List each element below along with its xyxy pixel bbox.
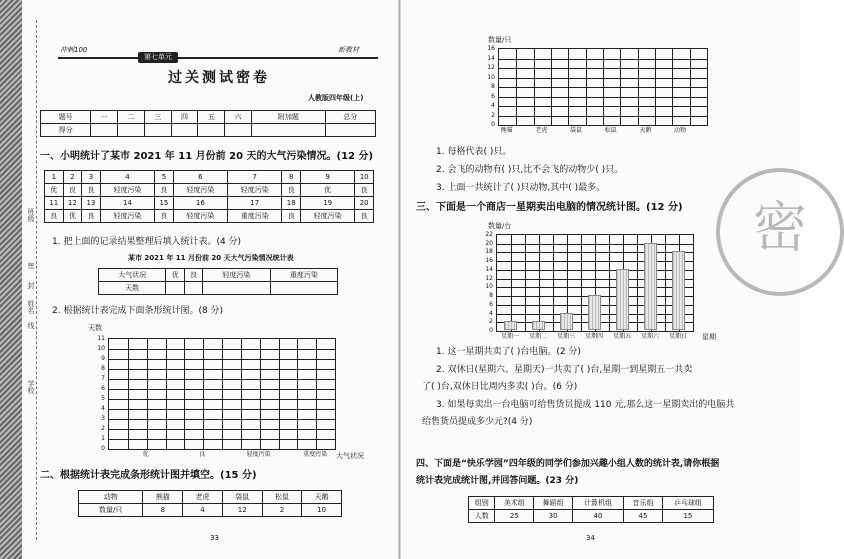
bar-星期一 [504, 321, 517, 330]
y-tick-label: 6 [491, 92, 495, 100]
record-status: 良 [63, 184, 82, 197]
record-status: 轻度污染 [228, 184, 282, 197]
record-day: 19 [301, 197, 355, 210]
summary-answer-cell[interactable] [166, 282, 185, 295]
record-status: 良 [155, 210, 174, 223]
grid-line [655, 49, 656, 125]
summary-head: 重度污染 [270, 269, 337, 282]
grid-line [166, 339, 167, 449]
record-day: 9 [301, 171, 355, 184]
record-status: 优 [63, 210, 82, 223]
group-count: 45 [624, 510, 663, 523]
y-tick-label: 16 [485, 257, 493, 265]
record-day: 1 [45, 171, 64, 184]
record-status: 良 [82, 210, 101, 223]
x-category-label: 轻度污染 [246, 451, 271, 458]
q4-heading-1: 四、下面是“快乐学园”四年级的同学们参加兴趣小组人数的统计表,请你根据 [416, 459, 720, 469]
grid-line [637, 235, 638, 331]
record-day: 16 [173, 197, 227, 210]
q1-sub2: 2. 根据统计表完成下面条形统计图。(8 分) [52, 306, 224, 316]
q3-question-3b: 给售货员提成多少元?(4 分) [422, 417, 533, 427]
record-day: 11 [45, 197, 64, 210]
pollution-record-table [44, 170, 374, 223]
left-page [38, 0, 394, 559]
y-tick-label: 1 [101, 435, 105, 442]
summary-head: 大气状况 [99, 269, 166, 282]
binding-label-feng: 封 [27, 282, 35, 289]
y-tick-label: 4 [489, 309, 493, 317]
animal-head: 松鼠 [262, 491, 302, 504]
animal-count: 2 [262, 504, 302, 517]
score-head: 附加题 [252, 111, 326, 124]
x-category-label: 星期五 [612, 333, 631, 340]
y-tick-label: 8 [489, 292, 493, 300]
score-table [40, 110, 376, 137]
q1-heading: 一、小明统计了某市 2021 年 11 月份前 20 天的大气污染情况。(12 分) [40, 151, 374, 162]
binding-label-class: 班级 [27, 208, 35, 222]
group-count: 25 [495, 510, 534, 523]
bar-星期四 [588, 295, 601, 330]
y-tick-label: 6 [101, 385, 105, 392]
bar-星期六 [644, 243, 657, 330]
record-status: 良 [82, 184, 101, 197]
animal-head: 动物 [79, 491, 143, 504]
grid-line [568, 49, 569, 125]
animal-count-label: 数量/只 [79, 504, 143, 517]
grid-line [553, 235, 554, 331]
summary-answer-cell[interactable] [270, 282, 337, 295]
q2-heading: 二、根据统计表完成条形统计图并填空。(15 分) [40, 470, 257, 481]
group-head: 计算机组 [572, 497, 623, 510]
grid-line [222, 339, 223, 449]
x-category-label: 星期三 [556, 333, 575, 340]
grid-line [316, 339, 317, 449]
y-tick-label: 0 [491, 121, 495, 128]
record-day: 14 [100, 197, 154, 210]
q1-chart-xlabel: 大气状况 [336, 452, 364, 460]
grid-line [603, 49, 604, 125]
book-spine [398, 0, 401, 559]
q2-chart-ylabel: 数量/只 [488, 36, 512, 44]
record-day: 10 [355, 171, 374, 184]
x-category-label: 动物 [673, 127, 686, 134]
score-head: 总分 [325, 111, 375, 124]
q1-chart-ylabel: 天数 [88, 324, 102, 332]
binding-line [36, 20, 37, 540]
y-tick-label: 20 [485, 239, 493, 247]
grid-line [525, 235, 526, 331]
score-cell[interactable] [225, 124, 252, 137]
grid-line [511, 235, 512, 331]
q2-empty-bar-grid[interactable] [498, 48, 708, 126]
record-status: 轻度污染 [173, 184, 227, 197]
q3-question-2a: 2. 双休日(星期六、星期天)一共卖了( )台,星期一到星期五一共卖 [436, 365, 693, 375]
y-tick-label: 12 [485, 274, 493, 282]
record-day: 7 [228, 171, 282, 184]
animal-table [78, 490, 342, 517]
q3-heading: 三、下面是一个商店一星期卖出电脑的情况统计图。(12 分) [416, 202, 683, 213]
binding-label-school: 学校 [27, 380, 35, 394]
grid-line [665, 235, 666, 331]
interest-group-table [468, 496, 714, 523]
y-tick-label: 14 [485, 265, 493, 273]
group-count-label: 人数 [469, 510, 495, 523]
score-cell[interactable] [198, 124, 225, 137]
y-tick-label: 16 [487, 45, 495, 52]
binding-label-xian: 线 [27, 322, 35, 329]
bar-星期二 [532, 321, 545, 330]
grid-line [203, 339, 204, 449]
record-day: 8 [282, 171, 301, 184]
animal-count: 8 [143, 504, 183, 517]
score-head: 二 [118, 111, 145, 124]
grid-line [184, 339, 185, 449]
x-category-label: 天鹅 [639, 127, 652, 134]
record-status: 优 [301, 184, 355, 197]
animal-count: 4 [183, 504, 223, 517]
y-tick-label: 10 [97, 345, 105, 352]
score-cell[interactable] [171, 124, 198, 137]
q2-question-1: 1. 每格代表( )只。 [436, 147, 512, 157]
x-category-label: 星期六 [640, 333, 659, 340]
x-category-label: 星期一 [500, 333, 519, 340]
bar-星期五 [616, 269, 629, 330]
score-row-label: 得分 [41, 124, 91, 137]
x-category-label: 松鼠 [604, 127, 617, 134]
x-category-label: 星期二 [528, 333, 547, 340]
y-tick-label: 2 [491, 111, 495, 119]
q2-question-3: 3. 上面一共统计了( )只动物,其中( )最多。 [436, 183, 606, 193]
y-tick-label: 11 [97, 335, 105, 342]
binding-label-name: 姓名 [27, 300, 35, 314]
record-status: 良 [355, 210, 374, 223]
record-day: 17 [228, 197, 282, 210]
page-title: 过关测试密卷 [168, 70, 270, 86]
grid-line [581, 235, 582, 331]
record-day: 4 [100, 171, 154, 184]
x-category-label: 老虎 [535, 127, 548, 134]
record-status: 良 [282, 184, 301, 197]
y-tick-label: 18 [485, 248, 493, 256]
y-tick-label: 10 [485, 283, 493, 291]
record-status: 轻度污染 [301, 210, 355, 223]
record-status: 良 [282, 210, 301, 223]
score-head: 五 [198, 111, 225, 124]
y-tick-label: 5 [101, 395, 105, 402]
q3-question-3a: 3. 如果每卖出一台电脑可给售货员提成 110 元,那么这一星期卖出的电脑共 [436, 400, 735, 410]
score-head: 三 [144, 111, 171, 124]
grid-line [609, 235, 610, 331]
score-head: 题号 [41, 111, 91, 124]
record-day: 12 [63, 197, 82, 210]
binding-label-mi: 密 [27, 262, 35, 269]
group-head: 乒乓球组 [662, 497, 713, 510]
summary-head: 优 [166, 269, 185, 282]
group-count: 15 [662, 510, 713, 523]
edition-sub: 人教版四年级(上) [308, 94, 364, 102]
x-category-label: 袋鼠 [569, 127, 582, 134]
grid-line [297, 339, 298, 449]
group-count: 30 [534, 510, 573, 523]
record-day: 13 [82, 197, 101, 210]
grid-line [586, 49, 587, 125]
grid-line [620, 49, 621, 125]
animal-head: 袋鼠 [222, 491, 262, 504]
record-status: 良 [155, 184, 174, 197]
x-category-label: 星期日 [668, 333, 687, 340]
summary-answer-cell[interactable] [184, 282, 203, 295]
brand-label: 冲刺100 [60, 46, 88, 54]
q3-chart-ylabel: 数量/台 [488, 222, 512, 230]
grid-line [241, 339, 242, 449]
x-category-label: 重度污染 [303, 451, 328, 458]
group-head: 舞蹈组 [534, 497, 573, 510]
record-status: 轻度污染 [100, 184, 154, 197]
x-category-label: 星期四 [584, 333, 603, 340]
animal-head: 天鹅 [302, 491, 342, 504]
score-head: 六 [225, 111, 252, 124]
record-day: 20 [355, 197, 374, 210]
x-category-label: 熊猫 [500, 127, 513, 134]
record-status: 轻度污染 [173, 210, 227, 223]
group-head: 音乐组 [624, 497, 663, 510]
record-day: 15 [155, 197, 174, 210]
q2-question-2: 2. 会飞的动物有( )只,比不会飞的动物少( )只。 [436, 165, 624, 175]
record-day: 18 [282, 197, 301, 210]
y-tick-label: 4 [491, 102, 495, 109]
grid-line [638, 49, 639, 125]
y-tick-label: 14 [487, 54, 495, 62]
q3-chart-xlabel: 星期 [702, 333, 716, 341]
record-day: 6 [173, 171, 227, 184]
summary-answer-cell[interactable] [203, 282, 270, 295]
score-head: 一 [91, 111, 118, 124]
q3-question-1: 1. 这一星期共卖了( )台电脑。(2 分) [436, 347, 581, 357]
animal-count: 12 [222, 504, 262, 517]
score-cell[interactable] [144, 124, 171, 137]
score-cell[interactable] [252, 124, 326, 137]
grid-line [672, 49, 673, 125]
record-status: 良 [355, 184, 374, 197]
page-number-right: 34 [586, 534, 595, 542]
y-tick-label: 22 [485, 231, 493, 238]
q3-question-2b: 了( )台,双休日比周内多卖( )台。(6 分) [422, 382, 578, 392]
group-count: 40 [572, 510, 623, 523]
grid-line [279, 339, 280, 449]
animal-head: 熊猫 [143, 491, 183, 504]
summary-head: 良 [184, 269, 203, 282]
record-status: 重度污染 [228, 210, 282, 223]
record-status: 良 [45, 210, 64, 223]
x-category-label: 优 [142, 451, 149, 458]
record-day: 5 [155, 171, 174, 184]
edition-label: 新教材 [338, 46, 359, 54]
group-head: 美术组 [495, 497, 534, 510]
animal-head: 老虎 [183, 491, 223, 504]
score-cell[interactable] [325, 124, 375, 137]
record-day: 3 [82, 171, 101, 184]
grid-line [539, 235, 540, 331]
y-tick-label: 4 [101, 405, 105, 412]
summary-head: 轻度污染 [203, 269, 270, 282]
y-tick-label: 3 [101, 415, 105, 422]
q1-empty-bar-grid[interactable] [108, 338, 336, 450]
y-tick-label: 2 [101, 425, 105, 432]
grid-line [551, 49, 552, 125]
y-tick-label: 0 [489, 327, 493, 334]
grid-line [690, 49, 691, 125]
q1-table-title: 某市 2021 年 11 月份前 20 天大气污染情况统计表 [128, 254, 294, 262]
score-cell[interactable] [118, 124, 145, 137]
grid-line [128, 339, 129, 449]
y-tick-label: 8 [101, 365, 105, 372]
page-number-left: 33 [210, 534, 219, 542]
bar-星期三 [560, 313, 573, 330]
y-tick-label: 2 [489, 318, 493, 326]
record-status: 轻度污染 [100, 210, 154, 223]
score-cell[interactable] [91, 124, 118, 137]
x-category-label: 良 [199, 451, 206, 458]
pollution-summary-table [98, 268, 338, 295]
grid-line [534, 49, 535, 125]
y-tick-label: 6 [489, 300, 493, 308]
animal-count: 10 [302, 504, 342, 517]
grid-line [147, 339, 148, 449]
group-head: 组别 [469, 497, 495, 510]
bar-星期日 [672, 251, 685, 330]
y-tick-label: 0 [101, 445, 105, 452]
q1-sub1: 1. 把上面的记录结果整理后填入统计表。(4 分) [52, 237, 242, 247]
y-tick-label: 7 [101, 375, 105, 382]
header-rule [58, 57, 378, 59]
q4-heading-2: 统计表完成统计图,并回答问题。(23 分) [416, 476, 579, 486]
binding-strip [0, 0, 22, 559]
score-head: 四 [171, 111, 198, 124]
record-status: 优 [45, 184, 64, 197]
y-tick-label: 12 [487, 64, 495, 71]
summary-row-label: 天数 [99, 282, 166, 295]
secret-stamp: 密 [716, 168, 844, 296]
y-tick-label: 10 [487, 73, 495, 81]
grid-line [260, 339, 261, 449]
record-day: 2 [63, 171, 82, 184]
y-tick-label: 9 [101, 355, 105, 362]
grid-line [516, 49, 517, 125]
unit-badge: 第七单元 [138, 52, 178, 63]
right-page [416, 0, 788, 559]
y-tick-label: 8 [491, 83, 495, 90]
